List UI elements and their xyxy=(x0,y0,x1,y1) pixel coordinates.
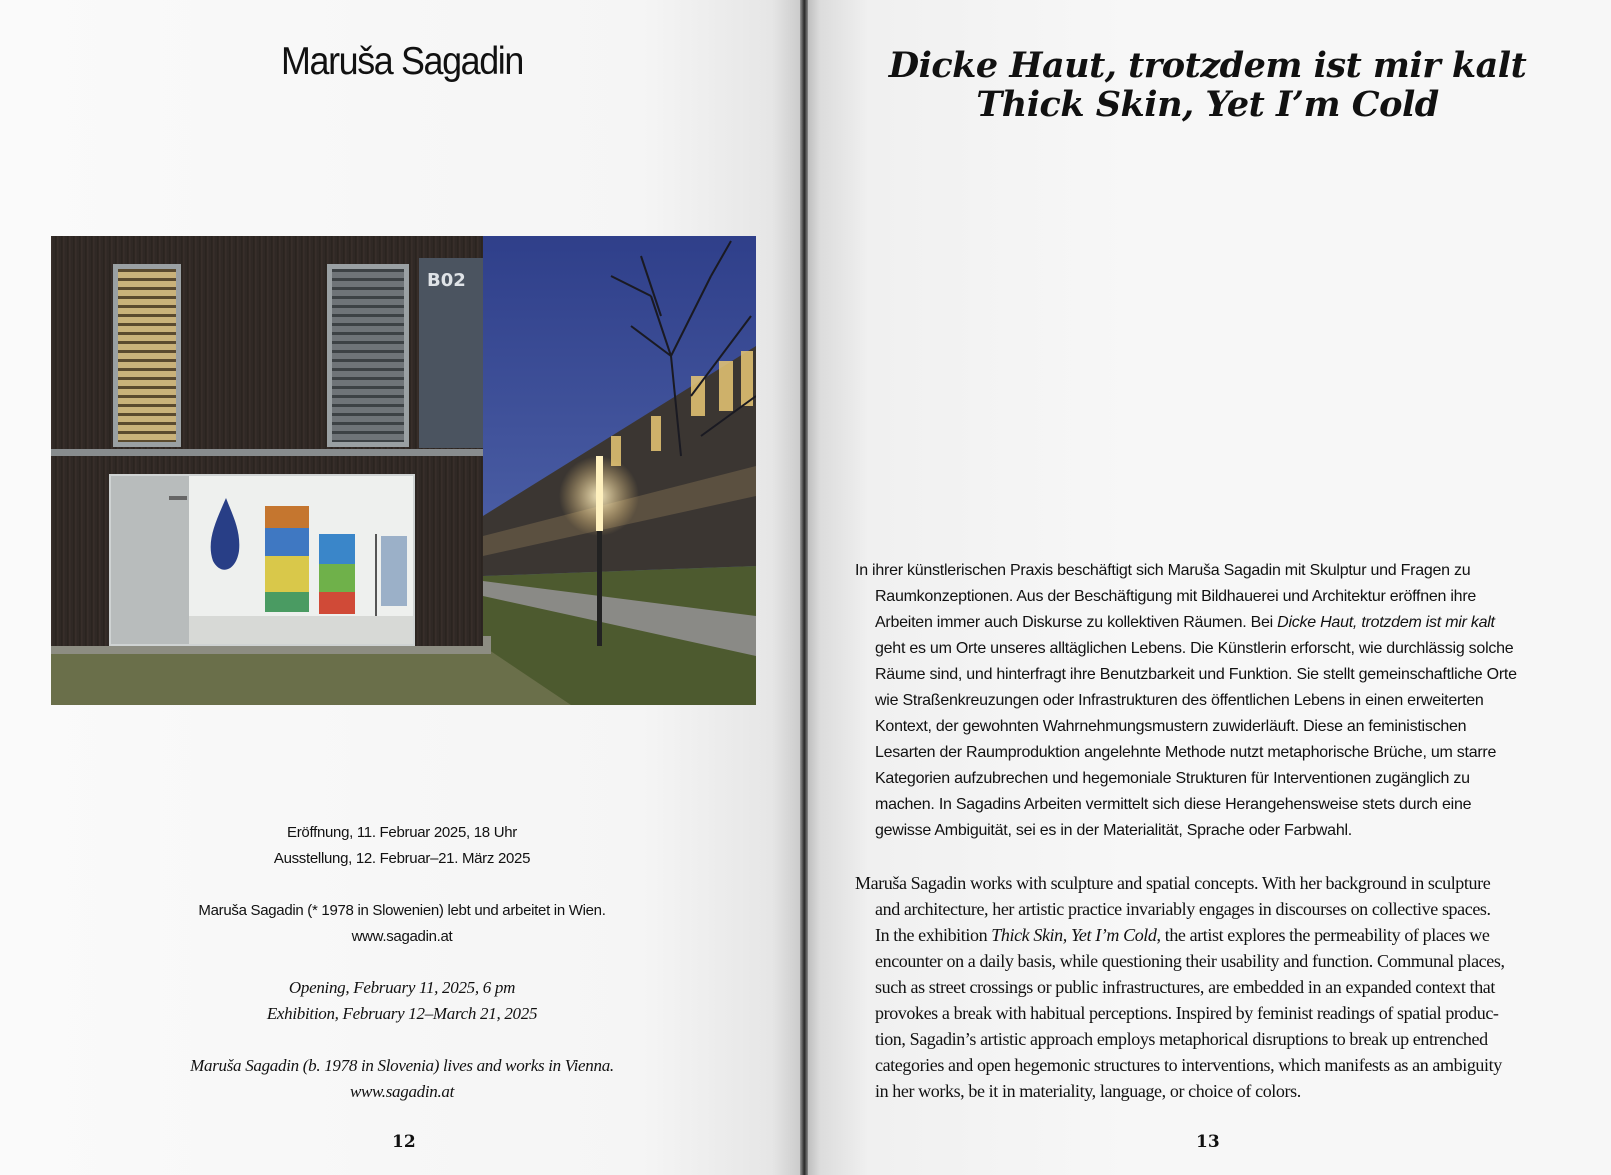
text-line: and architecture, her artistic practice invariably engages in discourses on collective spaces. xyxy=(875,899,1491,919)
b02-sign: B02 xyxy=(427,270,466,291)
text-line: geht es um Orte unseres alltäglichen Lebens. Die Künstlerin erforscht, wie durchlässig solche xyxy=(875,640,1514,657)
exhibition-photo xyxy=(51,236,756,705)
text-line: encounter on a daily basis, while questioning their usability and function. Communal places, xyxy=(875,951,1505,971)
text-line: such as street crossings or public infrastructures, are embedded in an expanded context that xyxy=(875,977,1495,997)
exhibition-dates-en: Exhibition, February 12–March 21, 2025 xyxy=(266,1004,538,1023)
text-line: Raumkonzeptionen. Aus der Beschäftigung mit Bildhauerei und Architektur eröffnen ihre xyxy=(875,588,1477,605)
text-line: In the exhibition Thick Skin, Yet I’m Cold, the artist explores the permeability of places we xyxy=(875,925,1490,945)
text-line: categories and open hegemonic structures to interventions, which manifests as an ambiguity xyxy=(875,1055,1502,1075)
gallery-building-image xyxy=(51,236,756,705)
opening-date-de: Eröffnung, 11. Februar 2025, 18 Uhr xyxy=(287,824,517,841)
body-text-english xyxy=(855,870,1570,1104)
text-line: provokes a break with habitual perceptions. Inspired by feminist readings of spatial produc- xyxy=(875,1003,1499,1023)
title-reference-en: Thick Skin, Yet I’m Cold xyxy=(991,925,1157,945)
text-line: machen. In Sagadins Arbeiten vermittelt sich diese Herangehensweise stets durch eine xyxy=(875,796,1472,813)
text-line: Arbeiten immer auch Diskurse zu kollektiven Räumen. Bei Dicke Haut, trotzdem ist mir kalt xyxy=(875,614,1495,631)
title-reference-de: Dicke Haut, trotzdem ist mir kalt xyxy=(1277,614,1495,631)
page-number-right: 13 xyxy=(1196,1132,1220,1152)
page-number-left: 12 xyxy=(392,1132,416,1152)
exhibition-title-en: Thick Skin, Yet I’m Cold xyxy=(976,84,1439,125)
text-line: Kategorien aufzubrechen und hegemoniale Strukturen für Interventionen zugänglich zu xyxy=(875,770,1470,787)
text-line: In ihrer künstlerischen Praxis beschäftigt sich Maruša Sagadin mit Skulptur und Fragen zu xyxy=(855,562,1471,579)
book-spine xyxy=(800,0,808,1175)
artist-bio-en: Maruša Sagadin (b. 1978 in Slovenia) lives and works in Vienna. xyxy=(190,1056,614,1075)
website-link-en[interactable]: www.sagadin.at xyxy=(349,1082,455,1101)
text-line: Kontext, der gewohnten Wahrnehmungsmustern zuwiderläuft. Diese an feministischen xyxy=(875,718,1467,735)
text-line: Lesarten der Raumproduktion angelehnte Methode nutzt metaphorische Brüche, um starre xyxy=(875,744,1497,761)
left-page xyxy=(0,0,804,1175)
text-line: wie Straßenkreuzungen oder Infrastrukturen des öffentlichen Lebens in einen erweiterten xyxy=(875,692,1484,709)
text-line: Räume sind, und hinterfragt ihre Benutzbarkeit und Funktion. Sie stellt gemeinschaftliche Orte xyxy=(875,666,1517,683)
exhibition-dates-de: Ausstellung, 12. Februar–21. März 2025 xyxy=(273,850,531,867)
exhibition-info-german xyxy=(0,820,804,950)
text-line: in her works, be it in materiality, language, or choice of colors. xyxy=(875,1081,1301,1101)
website-link-de[interactable]: www.sagadin.at xyxy=(351,928,453,945)
text-line: gewisse Ambiguität, sei es in der Materialität, Sprache oder Farbwahl. xyxy=(875,822,1352,839)
text-line: Maruša Sagadin works with sculpture and spatial concepts. With her background in sculpture xyxy=(855,873,1491,893)
artist-name-heading: Maruša Sagadin xyxy=(281,40,523,83)
body-text-german xyxy=(855,558,1575,844)
text-line: tion, Sagadin’s artistic approach employs metaphorical disruptions to break up entrenched xyxy=(875,1029,1488,1049)
exhibition-info-english xyxy=(0,975,804,1105)
exhibition-title-de: Dicke Haut, trotzdem ist mir kalt xyxy=(888,45,1527,86)
artist-bio-de: Maruša Sagadin (* 1978 in Slowenien) lebt und arbeitet in Wien. xyxy=(198,902,606,919)
opening-date-en: Opening, February 11, 2025, 6 pm xyxy=(288,978,516,997)
